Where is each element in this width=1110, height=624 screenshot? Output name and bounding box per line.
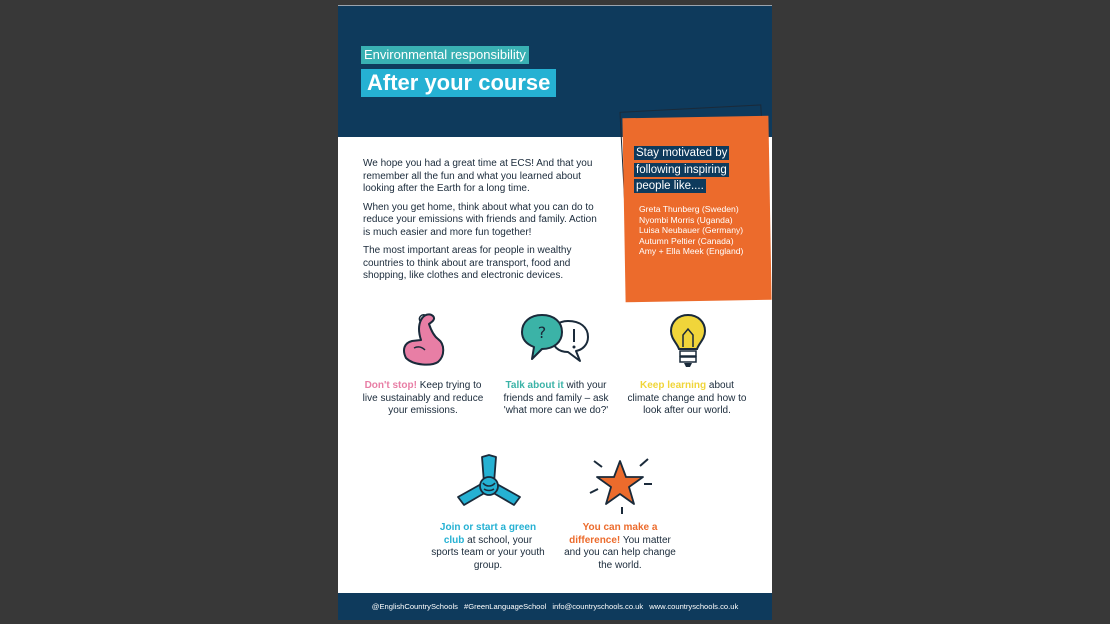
tip-dont-stop: Don't stop! Keep trying to live sustainably and reduce your emissions. [362,380,484,416]
footer-website: www.countryschools.co.uk [649,602,739,611]
person-item: Nyombi Morris (Uganda) [639,214,733,225]
callout-heading: Stay motivated by following inspiring people like.... [636,147,728,192]
person-item: Autumn Peltier (Canada) [639,235,734,246]
intro-text [363,158,603,289]
flexed-arm-icon [398,310,450,366]
person-item: Greta Thunberg (Sweden) [639,204,739,214]
footer-social-handle: @EnglishCountrySchools [371,602,458,611]
svg-text:?: ? [537,323,547,342]
person-item: Amy + Ella Meek (England) [639,246,744,257]
footer-hashtag: #GreenLanguageSchool [463,602,547,611]
person-item: Luisa Neubauer (Germany) [639,225,744,236]
tip-green-club: Join or start a green club at school, your sports team or your youth group. [431,522,545,571]
joined-hands-icon [456,453,522,513]
intro-paragraph: We hope you had a great time at ECS! And that you remember all the fun and what you learned about looking after the Earth for a long time. [363,158,593,194]
page-title: After your course [361,69,556,97]
intro-paragraph: When you get home, think about what you can do to reduce your emissions with friends and family. Action is much easier and more fun together! [363,201,597,238]
section-kicker: Environmental responsibility [361,46,529,64]
tip-make-a-difference: You can make a difference! You matter and you can help change the world. [564,522,676,571]
footer-bar [338,593,772,620]
speech-bubbles-icon [520,313,592,365]
people-list [639,204,769,257]
intro-paragraph: The most important areas for people in wealthy countries to think about are transport, food and shopping, like clothes and electronic devices. [363,245,572,281]
footer-email: info@countryschools.co.uk [552,602,644,611]
star-icon [588,453,654,515]
tip-talk-about-it: Talk about it with your friends and family – ask 'what more can we do?' [503,380,609,416]
tip-keep-learning: Keep learning about climate change and how to look after our world. [627,380,747,416]
document-page [338,5,772,620]
lightbulb-icon [668,313,708,369]
